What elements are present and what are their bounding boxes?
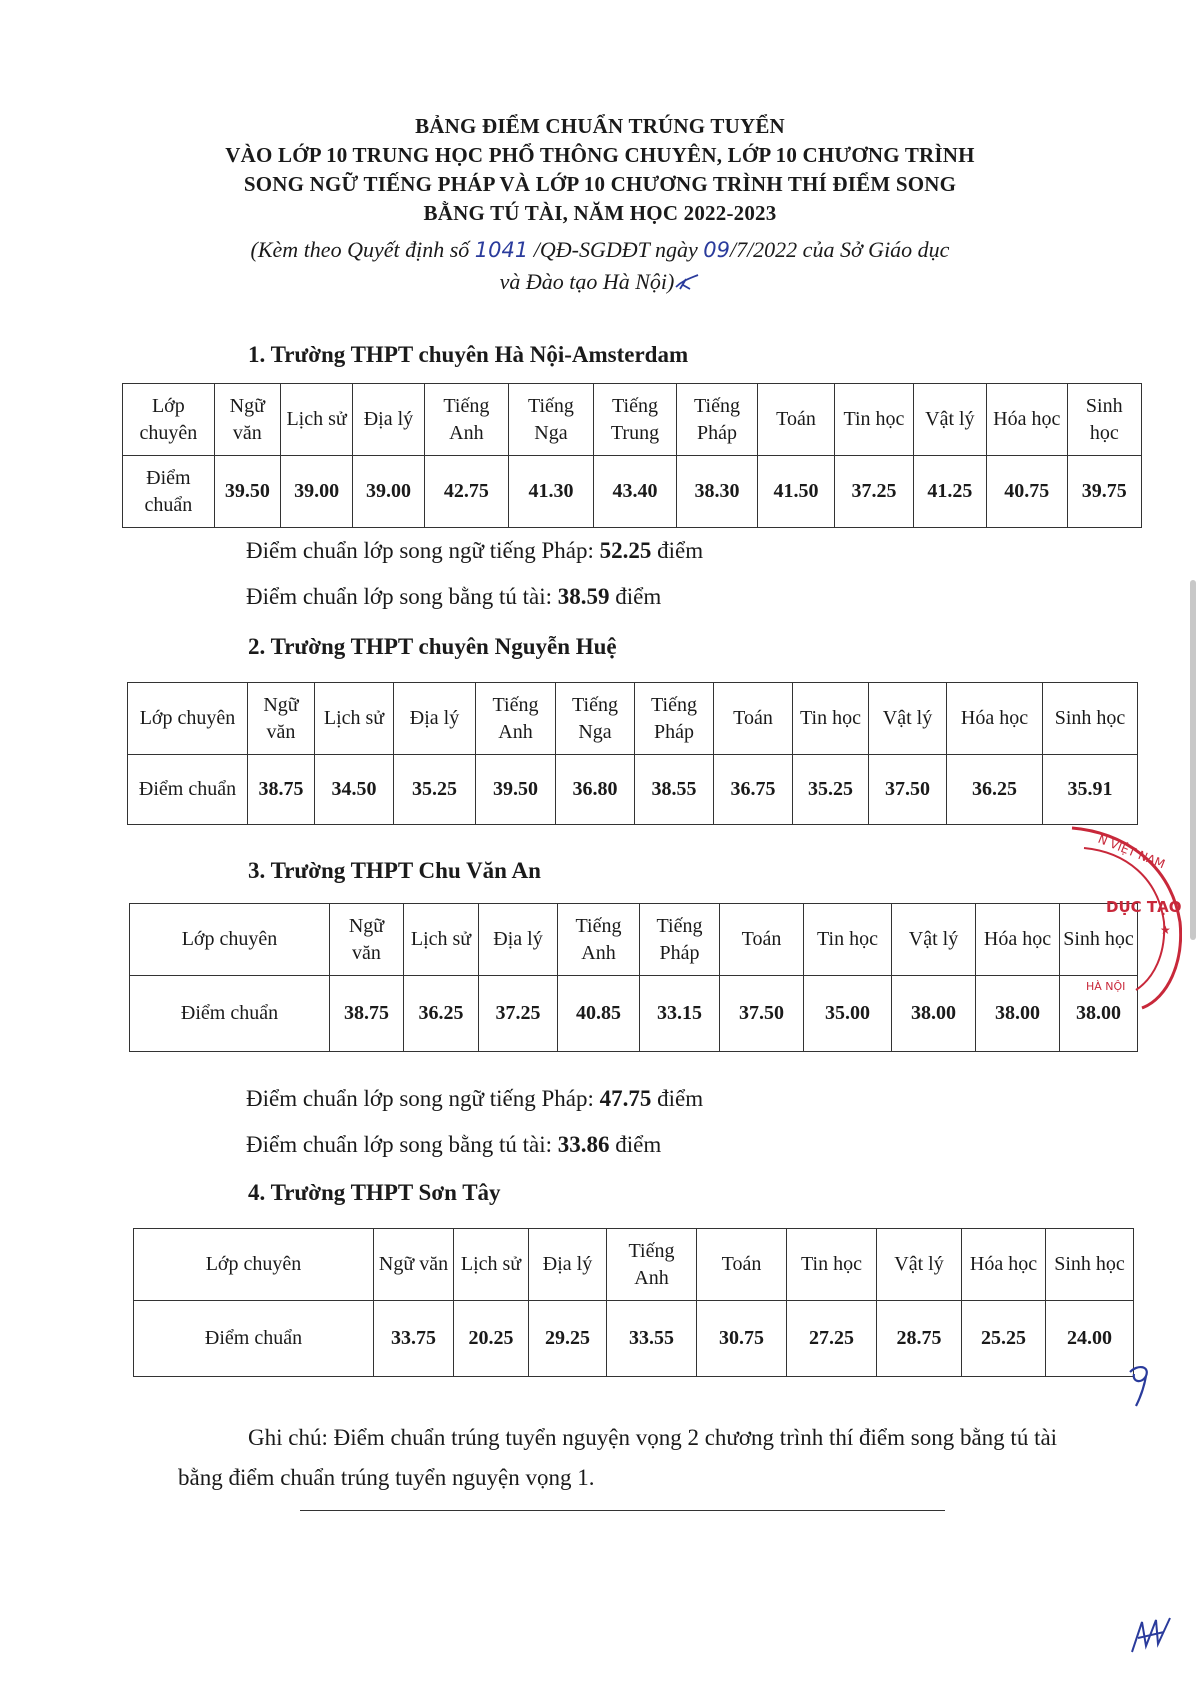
score-cell: 35.00 [804, 976, 892, 1052]
score-cell: 39.50 [476, 755, 556, 825]
header-cell: Tiếng Pháp [677, 384, 758, 456]
signature-icon [1128, 1614, 1176, 1658]
subtitle-part-1: (Kèm theo Quyết định số [250, 237, 475, 262]
header-cell: Tin học [787, 1229, 877, 1301]
score-cell: 41.50 [757, 456, 834, 528]
score-cell: 38.00 [892, 976, 976, 1052]
baccalaureate-cutoff-note [246, 584, 661, 610]
score-cell: 24.00 [1046, 1301, 1134, 1377]
header-cell: Tiếng Nga [509, 384, 594, 456]
header-cell: Vật lý [869, 683, 947, 755]
note-text: Điểm chuẩn lớp song bằng tú tài: [246, 1132, 558, 1157]
score-cell: 38.00 [1060, 976, 1138, 1052]
score-cell: 42.75 [424, 456, 509, 528]
french-bilingual-cutoff-note [246, 538, 703, 564]
header-cell: Địa lý [394, 683, 476, 755]
header-cell: Lịch sử [280, 384, 352, 456]
table-header-row [134, 1229, 1134, 1301]
note-unit: điểm [651, 538, 704, 563]
score-cell: 33.55 [607, 1301, 697, 1377]
score-cell: 29.25 [529, 1301, 607, 1377]
title-line-2: VÀO LỚP 10 TRUNG HỌC PHỔ THÔNG CHUYÊN, LỚP 10 CHƯƠNG TRÌNH [225, 143, 975, 167]
score-cell: 38.30 [677, 456, 758, 528]
french-bilingual-cutoff-note [246, 1086, 703, 1112]
baccalaureate-cutoff-note [246, 1132, 661, 1158]
official-seal-icon [1052, 822, 1182, 1012]
note-text: Điểm chuẩn lớp song ngữ tiếng Pháp: [246, 538, 600, 563]
score-cell: 41.30 [509, 456, 594, 528]
seal-text-bottom: HÀ NỘI [1086, 980, 1126, 993]
score-cell: 33.15 [640, 976, 720, 1052]
note-value: 52.25 [599, 538, 652, 563]
score-cell: 35.91 [1043, 755, 1138, 825]
score-cell: 40.85 [558, 976, 640, 1052]
score-cell: 43.40 [593, 456, 677, 528]
school-heading-3: 3. Trường THPT Chu Văn An [248, 858, 541, 883]
header-cell: Ngữ văn [248, 683, 315, 755]
row-label: Điểm chuẩn [128, 755, 248, 825]
school-heading-4: 4. Trường THPT Sơn Tây [248, 1180, 501, 1205]
note-value: 33.86 [557, 1132, 610, 1157]
header-cell: Sinh học [1060, 904, 1138, 976]
document-title [0, 112, 1200, 297]
note-text: Điểm chuẩn lớp song ngữ tiếng Pháp: [246, 1086, 600, 1111]
note-value: 38.59 [557, 584, 610, 609]
score-cell: 28.75 [877, 1301, 962, 1377]
header-cell: Lớp chuyên [128, 683, 248, 755]
subtitle-part-3: /7/2022 của Sở Giáo dục [729, 237, 950, 262]
score-cell: 38.75 [248, 755, 315, 825]
header-cell: Sinh học [1067, 384, 1141, 456]
note-value: 47.75 [599, 1086, 652, 1111]
score-cell: 33.75 [374, 1301, 454, 1377]
header-cell: Tiếng Anh [424, 384, 509, 456]
score-table-4 [133, 1228, 1134, 1377]
header-cell: Toán [757, 384, 834, 456]
header-cell: Hóa học [947, 683, 1043, 755]
seal-text-middle: DỤC TẠO [1106, 898, 1182, 916]
decision-day-handwritten: 09 [703, 238, 730, 262]
score-cell: 40.75 [987, 456, 1068, 528]
header-cell: Toán [720, 904, 804, 976]
table-header-row [128, 683, 1138, 755]
score-table-1 [122, 383, 1142, 528]
score-cell: 36.25 [947, 755, 1043, 825]
score-table-3 [129, 903, 1138, 1052]
score-cell: 36.75 [714, 755, 793, 825]
note-unit: điểm [609, 1132, 662, 1157]
decision-reference-line-2 [0, 266, 1200, 297]
score-cell: 27.25 [787, 1301, 877, 1377]
row-label: Điểm chuẩn [134, 1301, 374, 1377]
header-cell: Tin học [835, 384, 913, 456]
decision-number-handwritten: 1041 [474, 238, 529, 262]
score-cell: 39.75 [1067, 456, 1141, 528]
subtitle-line-2: và Đào tạo Hà Nội) [499, 269, 675, 294]
header-cell: Tin học [804, 904, 892, 976]
header-cell: Hóa học [987, 384, 1068, 456]
header-cell: Toán [697, 1229, 787, 1301]
score-cell: 41.25 [913, 456, 986, 528]
decision-reference [0, 234, 1200, 266]
initial-mark-icon [674, 271, 700, 293]
header-cell: Tiếng Anh [558, 904, 640, 976]
header-cell: Tiếng Pháp [635, 683, 714, 755]
header-cell: Hóa học [962, 1229, 1046, 1301]
header-cell: Vật lý [877, 1229, 962, 1301]
score-cell: 37.25 [835, 456, 913, 528]
header-cell: Toán [714, 683, 793, 755]
school-heading-1: 1. Trường THPT chuyên Hà Nội-Amsterdam [248, 342, 689, 367]
score-cell: 35.25 [793, 755, 869, 825]
header-cell: Tiếng Nga [556, 683, 635, 755]
closing-rule [300, 1510, 945, 1511]
score-cell: 20.25 [454, 1301, 529, 1377]
row-label: Điểm chuẩn [123, 456, 215, 528]
score-cell: 39.00 [280, 456, 352, 528]
header-cell: Lịch sử [315, 683, 394, 755]
score-cell: 34.50 [315, 755, 394, 825]
school-heading-2: 2. Trường THPT chuyên Nguyễn Huệ [248, 634, 617, 659]
score-cell: 38.75 [330, 976, 404, 1052]
header-cell: Lịch sử [404, 904, 479, 976]
header-cell: Tiếng Anh [476, 683, 556, 755]
header-cell: Tiếng Trung [593, 384, 677, 456]
seal-text-top: N VIỆT NAM [1096, 831, 1167, 872]
score-cell: 37.50 [720, 976, 804, 1052]
title-line-3: SONG NGỮ TIẾNG PHÁP VÀ LỚP 10 CHƯƠNG TRÌNH THÍ ĐIỂM SONG [243, 172, 957, 196]
subtitle-part-2: /QĐ-SGDĐT ngày [528, 237, 704, 262]
svg-text:★: ★ [1160, 923, 1171, 937]
table-row [123, 456, 1142, 528]
title-line-4: BẰNG TÚ TÀI, NĂM HỌC 2022-2023 [423, 201, 777, 225]
score-cell: 37.50 [869, 755, 947, 825]
header-cell: Vật lý [913, 384, 986, 456]
header-cell: Lớp chuyên [134, 1229, 374, 1301]
table-row [130, 976, 1138, 1052]
score-table-2 [127, 682, 1138, 825]
score-cell: 25.25 [962, 1301, 1046, 1377]
header-cell: Ngữ văn [214, 384, 280, 456]
table-row [128, 755, 1138, 825]
header-cell: Sinh học [1046, 1229, 1134, 1301]
header-cell: Ngữ văn [374, 1229, 454, 1301]
table-row [134, 1301, 1134, 1377]
header-cell: Địa lý [529, 1229, 607, 1301]
header-cell: Hóa học [976, 904, 1060, 976]
score-cell: 30.75 [697, 1301, 787, 1377]
note-unit: điểm [651, 1086, 704, 1111]
row-label: Điểm chuẩn [130, 976, 330, 1052]
score-cell: 38.00 [976, 976, 1060, 1052]
header-cell: Địa lý [479, 904, 558, 976]
footnote: Ghi chú: Điểm chuẩn trúng tuyển nguyện vọng 2 chương trình thí điểm song bằng tú tài bằng điểm chuẩn trúng tuyển nguyện vọng 1. [178, 1425, 1058, 1490]
handwritten-initial-icon [1124, 1362, 1162, 1408]
header-cell: Lịch sử [454, 1229, 529, 1301]
header-cell: Lớp chuyên [130, 904, 330, 976]
score-cell: 37.25 [479, 976, 558, 1052]
table-header-row [123, 384, 1142, 456]
table-header-row [130, 904, 1138, 976]
header-cell: Ngữ văn [330, 904, 404, 976]
header-cell: Sinh học [1043, 683, 1138, 755]
score-cell: 36.25 [404, 976, 479, 1052]
note-unit: điểm [609, 584, 662, 609]
scrollbar[interactable] [1190, 580, 1196, 940]
header-cell: Tin học [793, 683, 869, 755]
title-line-1: BẢNG ĐIỂM CHUẨN TRÚNG TUYỂN [415, 114, 785, 138]
header-cell: Vật lý [892, 904, 976, 976]
header-cell: Địa lý [353, 384, 424, 456]
header-cell: Tiếng Anh [607, 1229, 697, 1301]
note-text: Điểm chuẩn lớp song bằng tú tài: [246, 584, 558, 609]
score-cell: 39.50 [214, 456, 280, 528]
score-cell: 39.00 [353, 456, 424, 528]
score-cell: 36.80 [556, 755, 635, 825]
score-cell: 35.25 [394, 755, 476, 825]
header-cell: Tiếng Pháp [640, 904, 720, 976]
header-cell: Lớp chuyên [123, 384, 215, 456]
score-cell: 38.55 [635, 755, 714, 825]
